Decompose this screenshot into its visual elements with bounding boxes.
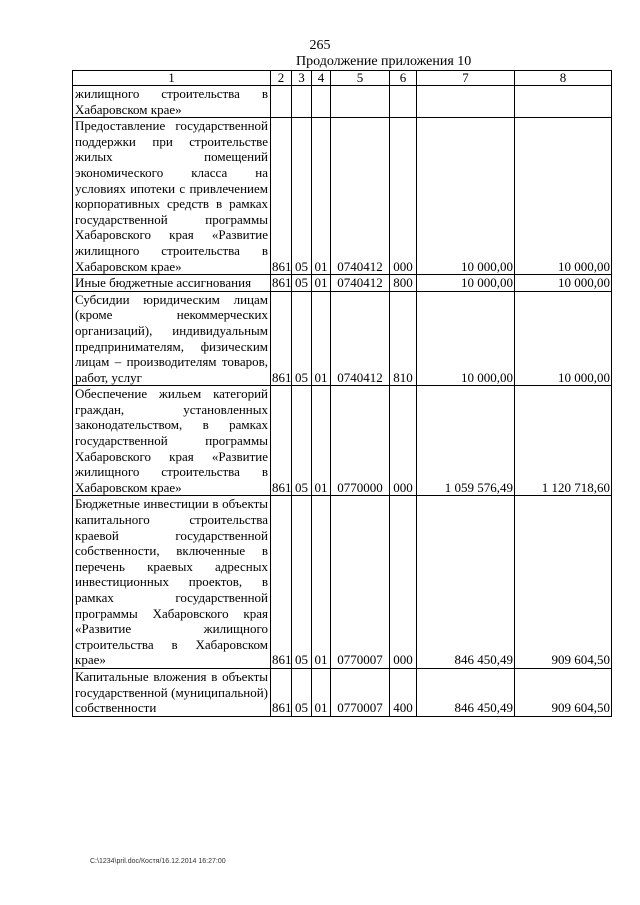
description-line: государственной <box>175 527 268 543</box>
cell-c3: 05 <box>292 275 312 292</box>
description-line: крае» <box>75 652 106 668</box>
cell-c6 <box>390 86 417 118</box>
description-line: установленных <box>183 401 268 417</box>
description-line: организаций), <box>75 322 153 338</box>
row-description <box>73 118 271 275</box>
page-number: 265 <box>309 38 331 53</box>
cell-c7: 10 000,00 <box>417 275 515 292</box>
description-line: «Развитие жилищного <box>75 621 268 637</box>
description-line: государственной поддержки <box>75 118 268 149</box>
cell-c7: 846 450,49 <box>417 496 515 669</box>
column-header: 2 <box>271 71 292 86</box>
cell-c7: 846 450,49 <box>417 668 515 716</box>
column-header: 6 <box>390 71 417 86</box>
row-description <box>73 496 271 669</box>
cell-c4: 01 <box>312 118 331 275</box>
cell-c5: 0770007 <box>331 496 390 669</box>
description-line: законодательством, в рамках <box>75 417 268 433</box>
cell-c3: 05 <box>292 386 312 496</box>
cell-c3: 05 <box>292 668 312 716</box>
cell-c6: 000 <box>390 118 417 275</box>
description-line: программы Хабаровского края <box>75 605 268 621</box>
table-row <box>73 386 612 496</box>
cell-c2: 861 <box>271 386 292 496</box>
cell-c5: 0740412 <box>331 291 390 386</box>
description-line: Бюджетные инвестиции в <box>75 496 219 512</box>
cell-c2: 861 <box>271 668 292 716</box>
cell-c6: 400 <box>390 668 417 716</box>
description-line: перечень краевых адресных <box>75 558 268 574</box>
row-description <box>73 291 271 386</box>
cell-c7 <box>417 86 515 118</box>
column-header: 3 <box>292 71 312 86</box>
cell-c2 <box>271 86 292 118</box>
description-line: лицам (кроме некоммерческих <box>75 291 268 323</box>
description-line: Хабаровском крае» <box>75 479 182 495</box>
cell-c5: 0770000 <box>331 386 390 496</box>
description-line: (муниципальной) <box>171 684 268 700</box>
cell-c7: 10 000,00 <box>417 291 515 386</box>
cell-c3: 05 <box>292 496 312 669</box>
column-header: 1 <box>73 71 271 86</box>
cell-c3 <box>292 86 312 118</box>
row-description <box>73 86 271 118</box>
table-row <box>73 291 612 386</box>
column-header: 5 <box>331 71 390 86</box>
cell-c6: 000 <box>390 386 417 496</box>
cell-c7: 1 059 576,49 <box>417 386 515 496</box>
cell-c8 <box>515 86 612 118</box>
table-body <box>73 86 612 717</box>
description-line: помещений экономического <box>75 149 268 180</box>
cell-c8: 909 604,50 <box>515 496 612 669</box>
description-line: Хабаровского края «Развитие <box>75 448 268 464</box>
cell-c8: 10 000,00 <box>515 275 612 292</box>
cell-c2: 861 <box>271 291 292 386</box>
cell-c8: 10 000,00 <box>515 291 612 386</box>
description-line: Хабаровского края «Развитие <box>75 227 268 243</box>
description-line: объекты капитального <box>75 496 269 528</box>
description-line: Предоставление <box>75 118 166 134</box>
description-line: предпринимателям, <box>75 338 184 354</box>
cell-c8: 909 604,50 <box>515 668 612 716</box>
description-line: Хабаровском крае» <box>75 258 182 274</box>
row-description <box>73 386 271 496</box>
description-line: жилищного строительства в <box>75 242 268 258</box>
description-line: Иные бюджетные <box>75 275 174 291</box>
cell-c4 <box>312 86 331 118</box>
description-line: ассигнования <box>176 275 252 291</box>
cell-c6: 810 <box>390 291 417 386</box>
cell-c4: 01 <box>312 386 331 496</box>
description-line: Хабаровском крае» <box>75 101 182 117</box>
table-row <box>73 118 612 275</box>
table-row <box>73 668 612 716</box>
cell-c5: 0740412 <box>331 118 390 275</box>
description-line: жилищного строительства в <box>75 86 268 101</box>
footer-path: C:\1234\pril.doc/Костя/16.12.2014 16:27:00 <box>90 858 226 865</box>
table-row <box>73 86 612 118</box>
description-line: категорий граждан, <box>75 386 268 417</box>
description-line: рамках государственной <box>75 590 268 605</box>
continuation-caption: Продолжение приложения 10 <box>296 54 472 69</box>
cell-c2: 861 <box>271 496 292 669</box>
description-line: строительства краевой <box>75 512 268 543</box>
cell-c6: 000 <box>390 496 417 669</box>
description-line: инвестиционных проектов, в <box>75 574 268 590</box>
cell-c6: 800 <box>390 275 417 292</box>
cell-c4: 01 <box>312 291 331 386</box>
column-header: 7 <box>417 71 515 86</box>
cell-c3: 05 <box>292 291 312 386</box>
row-description <box>73 275 271 292</box>
description-line: Капитальные вложения в <box>75 668 218 684</box>
description-line: индивидуальным <box>172 322 268 338</box>
description-line: класса на условиях ипотеки с <box>75 164 268 196</box>
row-description <box>73 668 271 716</box>
budget-table <box>72 70 612 717</box>
cell-c5: 0740412 <box>331 275 390 292</box>
cell-c2: 861 <box>271 118 292 275</box>
cell-c5 <box>331 86 390 118</box>
cell-c8: 10 000,00 <box>515 118 612 275</box>
description-line: привлечением корпоративных <box>75 180 268 212</box>
cell-c3: 05 <box>292 118 312 275</box>
cell-c8: 1 120 718,60 <box>515 386 612 496</box>
description-line: при строительстве жилых <box>75 133 268 165</box>
description-line: собственности, включенные в <box>75 543 268 559</box>
description-line: Субсидии юридическим <box>75 291 220 307</box>
description-line: собственности <box>75 700 157 716</box>
cell-c5: 0770007 <box>331 668 390 716</box>
cell-c4: 01 <box>312 668 331 716</box>
description-line: Обеспечение жильем <box>75 386 202 402</box>
cell-c2: 861 <box>272 275 292 291</box>
cell-c4: 01 <box>312 275 331 292</box>
cell-c4: 01 <box>312 496 331 669</box>
description-line: физическим лицам – <box>75 338 268 370</box>
column-header: 4 <box>312 71 331 86</box>
column-header: 8 <box>515 71 612 86</box>
description-line: государственной программы <box>75 211 268 227</box>
description-line: жилищного строительства в <box>75 464 268 480</box>
description-line: объекты государственной <box>75 668 268 700</box>
header-row <box>73 71 612 86</box>
table-row <box>73 496 612 669</box>
description-line: средств в рамках <box>166 196 268 212</box>
cell-c7: 10 000,00 <box>417 118 515 275</box>
description-line: строительства в Хабаровском <box>75 636 268 652</box>
description-line: государственной программы <box>75 433 268 449</box>
table-row <box>73 275 612 292</box>
description-line: производителям товаров, <box>126 354 269 370</box>
description-line: работ, услуг <box>75 369 143 385</box>
